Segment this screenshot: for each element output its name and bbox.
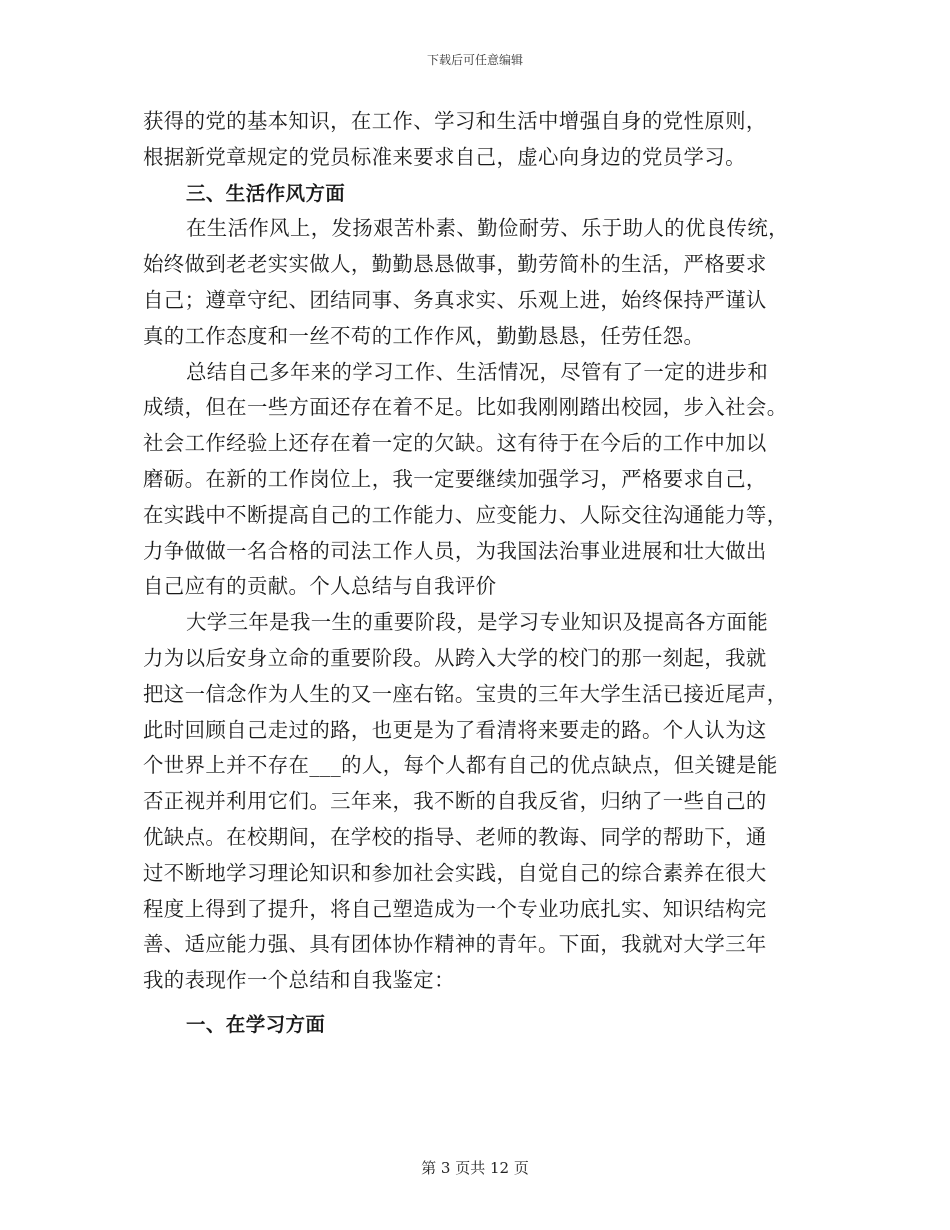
paragraph-line: 在实践中不断提高自己的工作能力、应变能力、人际交往沟通能力等， [143, 502, 788, 527]
paragraph-line: 力为以后安身立命的重要阶段。从跨入大学的校门的那一刻起，我就 [143, 645, 767, 670]
paragraph-line: 在生活作风上，发扬艰苦朴素、勤俭耐劳、乐于助人的优良传统， [186, 216, 789, 241]
section-heading-study: 一、在学习方面 [186, 1012, 326, 1036]
paragraph-line: 善、适应能力强、具有团体协作精神的青年。下面，我就对大学三年 [143, 932, 767, 957]
paragraph-line: 个世界上并不存在___的人，每个人都有自己的优点缺点，但关键是能 [143, 753, 778, 778]
paragraph-line: 真的工作态度和一丝不苟的工作作风，勤勤恳恳，任劳任怨。 [143, 323, 705, 348]
paragraph-line: 优缺点。在校期间，在学校的指导、老师的教诲、同学的帮助下，通 [143, 824, 767, 849]
page-number: 第 3 页共 12 页 [421, 1159, 529, 1177]
paragraph-line: 我的表现作一个总结和自我鉴定： [143, 968, 455, 993]
spacer [143, 999, 815, 1007]
page-header-note: 下载后可任意编辑 [426, 53, 523, 67]
paragraph-line: 总结自己多年来的学习工作、生活情况，尽管有了一定的进步和 [186, 359, 769, 384]
paragraph-line: 大学三年是我一生的重要阶段，是学习专业知识及提高各方面能 [186, 610, 769, 635]
paragraph-line: 自己；遵章守纪、团结同事、务真求实、乐观上进，始终保持严谨认 [143, 287, 767, 312]
paragraph-line: 程度上得到了提升，将自己塑造成为一个专业功底扎实、知识结构完 [143, 896, 767, 921]
document-body [143, 104, 815, 1043]
paragraph-line: 过不断地学习理论知识和参加社会实践，自觉自己的综合素养在很大 [143, 860, 767, 885]
paragraph-line: 力争做做一名合格的司法工作人员，为我国法治事业进展和壮大做出 [143, 538, 767, 563]
paragraph-line: 社会工作经验上还存在着一定的欠缺。这有待于在今后的工作中加以 [143, 431, 767, 456]
paragraph-line: 否正视并利用它们。三年来，我不断的自我反省，归纳了一些自己的 [143, 789, 767, 814]
paragraph-line: 自己应有的贡献。个人总结与自我评价 [143, 574, 497, 599]
paragraph-line: 磨砺。在新的工作岗位上，我一定要继续加强学习，严格要求自己， [143, 466, 767, 491]
paragraph-line: 把这一信念作为人生的又一座右铭。宝贵的三年大学生活已接近尾声， [143, 681, 788, 706]
paragraph-line: 获得的党的基本知识，在工作、学习和生活中增强自身的党性原则， [143, 109, 767, 133]
paragraph-line: 始终做到老老实实做人，勤勤恳恳做事，勤劳简朴的生活，严格要求 [143, 252, 767, 277]
paragraph-line: 此时回顾自己走过的路，也更是为了看清将来要走的路。个人认为这 [143, 717, 767, 742]
paragraph-line: 根据新党章规定的党员标准来要求自己，虚心向身边的党员学习。 [143, 144, 746, 169]
paragraph-line: 成绩，但在一些方面还存在着不足。比如我刚刚踏出校园，步入社会。 [143, 395, 788, 420]
section-heading-lifestyle: 三、生活作风方面 [186, 181, 346, 205]
